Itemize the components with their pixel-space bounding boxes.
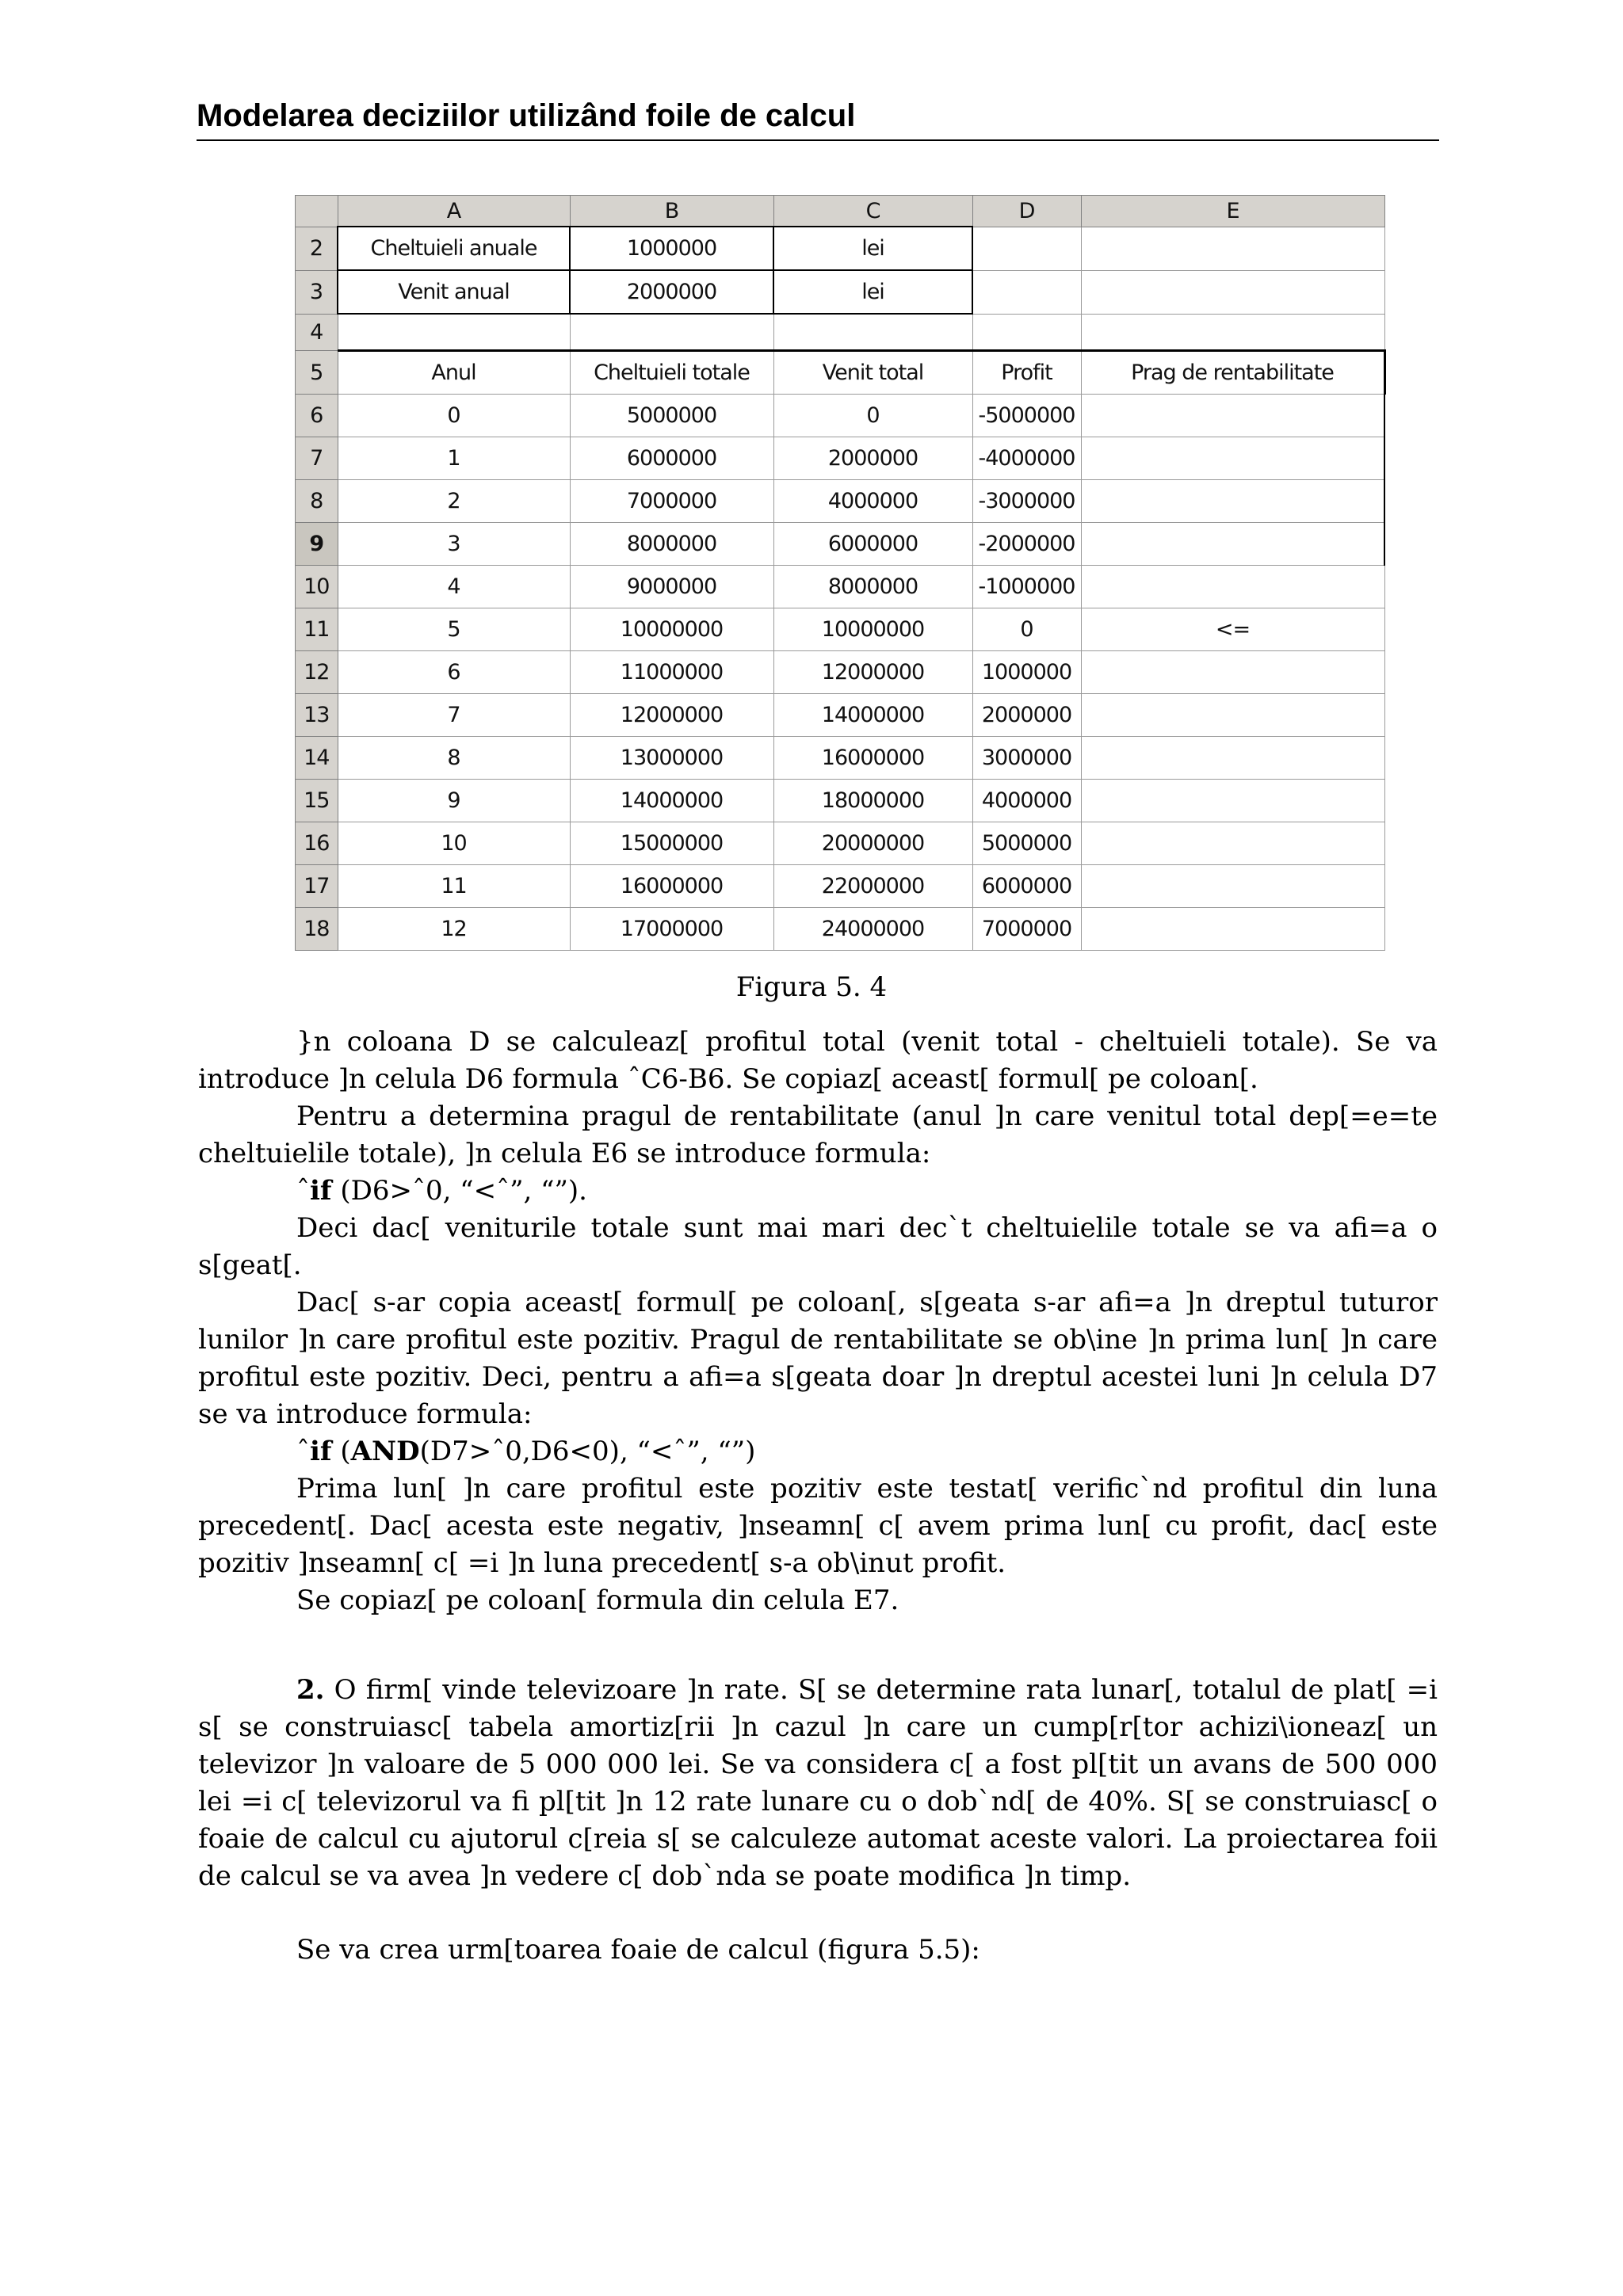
cell-venit[interactable]: 24000000	[773, 908, 972, 951]
cell-venit[interactable]: 22000000	[773, 865, 972, 908]
cell-cheltuieli[interactable]: 5000000	[570, 395, 773, 437]
cell-anul[interactable]: 0	[338, 395, 570, 437]
formula-body: (D7>ˆ0,D6<0), “<ˆ”, “”)	[419, 1436, 756, 1467]
sheet-row	[296, 270, 1385, 314]
cell-venit[interactable]: 4000000	[773, 480, 972, 523]
exercise-number: 2.	[296, 1674, 325, 1706]
sheet-row	[296, 314, 1385, 351]
cell-prag[interactable]	[1081, 523, 1384, 566]
row-header[interactable]: 5	[296, 351, 338, 395]
column-header-a[interactable]: A	[338, 196, 570, 227]
cell-e4[interactable]	[1081, 314, 1384, 351]
row-header[interactable]: 18	[296, 908, 338, 951]
cell-venit[interactable]: 18000000	[773, 780, 972, 822]
cell-venit[interactable]: 14000000	[773, 694, 972, 737]
formula-line	[198, 1433, 1438, 1470]
row-header[interactable]: 3	[296, 270, 338, 314]
column-header-row	[296, 196, 1385, 227]
header-prag-rentabilitate[interactable]: Prag de rentabilitate	[1081, 351, 1384, 395]
formula-keyword: if	[310, 1175, 332, 1207]
row-header[interactable]: 4	[296, 314, 338, 351]
cell-profit[interactable]: 5000000	[972, 822, 1081, 865]
table-row	[296, 480, 1385, 523]
cell-cheltuieli[interactable]: 7000000	[570, 480, 773, 523]
cell-profit[interactable]: 2000000	[972, 694, 1081, 737]
cell-d3[interactable]	[972, 270, 1081, 314]
row-header[interactable]: 10	[296, 566, 338, 608]
formula-prefix: ˆ	[296, 1436, 310, 1467]
cell-anul[interactable]: 9	[338, 780, 570, 822]
sheet-row	[296, 227, 1385, 270]
paragraph: Se copiaz[ pe coloan[ formula din celula E7.	[296, 1585, 899, 1616]
cell-venit[interactable]: 12000000	[773, 651, 972, 694]
cell-anul[interactable]: 8	[338, 737, 570, 780]
row-header[interactable]: 15	[296, 780, 338, 822]
cell-prag[interactable]	[1081, 395, 1384, 437]
cell-cheltuieli[interactable]: 14000000	[570, 780, 773, 822]
row-header[interactable]: 14	[296, 737, 338, 780]
cell-venit[interactable]: 6000000	[773, 523, 972, 566]
table-row	[296, 395, 1385, 437]
paragraph: Dac[ s-ar copia aceast[ formul[ pe coloan[, s[geata s-ar afi=a ]n dreptul tuturor lunilor ]n care profitul este pozitiv. Pragul de rentabilitate se ob\ine ]n prima lun[ ]n care profitul este pozitiv. Deci, pentru a afi=a s[geata doar ]n dreptul acestei luni ]n celula D7 se va introduce formula:	[198, 1287, 1438, 1430]
cell-venit[interactable]: 20000000	[773, 822, 972, 865]
cell-cheltuieli[interactable]: 8000000	[570, 523, 773, 566]
formula-mid: (	[331, 1436, 351, 1467]
explanation-text	[198, 1024, 1438, 1619]
cell-anul[interactable]: 1	[338, 437, 570, 480]
table-row	[296, 523, 1385, 566]
exercise-text	[198, 1672, 1438, 1969]
cell-profit[interactable]: -4000000	[972, 437, 1081, 480]
cell-profit[interactable]: -5000000	[972, 395, 1081, 437]
paragraph: Se va crea urm[toarea foaie de calcul (figura 5.5):	[296, 1934, 980, 1966]
cell-b3[interactable]: 2000000	[570, 270, 773, 314]
cell-profit[interactable]: 0	[972, 608, 1081, 651]
table-row	[296, 908, 1385, 951]
cell-anul[interactable]: 3	[338, 523, 570, 566]
cell-anul[interactable]: 10	[338, 822, 570, 865]
cell-anul[interactable]: 2	[338, 480, 570, 523]
cell-cheltuieli[interactable]: 9000000	[570, 566, 773, 608]
cell-c2[interactable]: lei	[773, 227, 972, 270]
cell-anul[interactable]: 11	[338, 865, 570, 908]
cell-prag[interactable]	[1081, 865, 1384, 908]
cell-profit[interactable]: -3000000	[972, 480, 1081, 523]
cell-c3[interactable]: lei	[773, 270, 972, 314]
table-row	[296, 566, 1385, 608]
table-row	[296, 608, 1385, 651]
table-row	[296, 865, 1385, 908]
cell-prag[interactable]	[1081, 651, 1384, 694]
figure-caption: Figura 5. 4	[735, 971, 888, 1003]
row-header[interactable]: 17	[296, 865, 338, 908]
formula-prefix: ˆ	[296, 1175, 310, 1207]
paragraph: Deci dac[ veniturile totale sunt mai mari dec`t cheltuielile totale se va afi=a o s[geat[.	[198, 1212, 1438, 1281]
exercise-body: O firm[ vinde televizoare ]n rate. S[ se determine rata lunar[, totalul de plat[ =i s[ se construiasc[ tabela amortiz[rii ]n cazul ]n care un cump[r[tor achizi\ioneaz[ un televizor ]n valoare de 5 000 000 lei. Se va considera c[ a fost pl[tit un avans de 500 000 lei =i c[ televizorul va fi pl[tit ]n 12 rate lunare cu o dob`nd[ de 40%. S[ se construiasc[ o foaie de calcul cu ajutorul c[reia s[ se calculeze automat aceste valori. La proiectarea foii de calcul se va avea ]n vedere c[ dob`nda se poate modifica ]n timp.	[198, 1674, 1438, 1892]
formula-body: (D6>ˆ0, “<ˆ”, “”).	[331, 1175, 587, 1207]
header-anul[interactable]: Anul	[338, 351, 570, 395]
cell-cheltuieli[interactable]: 17000000	[570, 908, 773, 951]
column-header-d[interactable]: D	[972, 196, 1081, 227]
cell-a2[interactable]: Cheltuieli anuale	[338, 227, 570, 270]
cell-e3[interactable]	[1081, 270, 1384, 314]
table-header-row	[296, 351, 1385, 395]
cell-c4[interactable]	[773, 314, 972, 351]
cell-prag[interactable]	[1081, 780, 1384, 822]
page-header: Modelarea deciziilor utilizând foile de calcul	[197, 95, 1439, 141]
cell-prag[interactable]	[1081, 694, 1384, 737]
cell-d4[interactable]	[972, 314, 1081, 351]
cell-profit[interactable]: 1000000	[972, 651, 1081, 694]
cell-b4[interactable]	[570, 314, 773, 351]
row-header[interactable]: 13	[296, 694, 338, 737]
spreadsheet	[295, 195, 1386, 951]
cell-venit[interactable]: 8000000	[773, 566, 972, 608]
table-row	[296, 737, 1385, 780]
cell-cheltuieli[interactable]: 10000000	[570, 608, 773, 651]
cell-cheltuieli[interactable]: 16000000	[570, 865, 773, 908]
paragraph: Prima lun[ ]n care profitul este pozitiv este testat[ verific`nd profitul din luna precedent[. Dac[ acesta este negativ, ]nseamn[ c[ avem prima lun[ cu profit, dac[ este pozitiv ]nseamn[ c[ =i ]n luna precedent[ s-a ob\inut profit.	[198, 1473, 1438, 1579]
paragraph	[198, 1672, 1438, 1895]
table-row	[296, 694, 1385, 737]
cell-prag[interactable]: <=	[1081, 608, 1384, 651]
cell-anul[interactable]: 5	[338, 608, 570, 651]
formula-keyword: if	[310, 1436, 332, 1467]
cell-cheltuieli[interactable]: 6000000	[570, 437, 773, 480]
cell-d2[interactable]	[972, 227, 1081, 270]
cell-anul[interactable]: 6	[338, 651, 570, 694]
row-header[interactable]: 16	[296, 822, 338, 865]
formula-line	[198, 1173, 1438, 1210]
cell-prag[interactable]	[1081, 737, 1384, 780]
cell-prag[interactable]	[1081, 437, 1384, 480]
cell-venit[interactable]: 2000000	[773, 437, 972, 480]
corner-cell[interactable]	[296, 196, 338, 227]
formula-keyword-and: AND	[350, 1436, 420, 1467]
table-row	[296, 651, 1385, 694]
cell-prag[interactable]	[1081, 566, 1384, 608]
cell-profit[interactable]: -1000000	[972, 566, 1081, 608]
table-row	[296, 822, 1385, 865]
row-header[interactable]: 6	[296, 395, 338, 437]
cell-prag[interactable]	[1081, 908, 1384, 951]
cell-a3[interactable]: Venit anual	[338, 270, 570, 314]
row-header[interactable]: 11	[296, 608, 338, 651]
cell-anul[interactable]: 4	[338, 566, 570, 608]
table-row	[296, 780, 1385, 822]
row-header[interactable]: 8	[296, 480, 338, 523]
header-venit-total[interactable]: Venit total	[773, 351, 972, 395]
row-header[interactable]: 2	[296, 227, 338, 270]
table-row	[296, 437, 1385, 480]
cell-profit[interactable]: 7000000	[972, 908, 1081, 951]
cell-a4[interactable]	[338, 314, 570, 351]
row-header[interactable]: 7	[296, 437, 338, 480]
cell-b2[interactable]: 1000000	[570, 227, 773, 270]
header-cheltuieli-totale[interactable]: Cheltuieli totale	[570, 351, 773, 395]
paragraph: Pentru a determina pragul de rentabilitate (anul ]n care venitul total dep[=e=te cheltuielile totale), ]n celula E6 se introduce formula:	[198, 1100, 1438, 1169]
cell-venit[interactable]: 0	[773, 395, 972, 437]
column-header-e[interactable]: E	[1081, 196, 1384, 227]
cell-venit[interactable]: 16000000	[773, 737, 972, 780]
row-header[interactable]: 9	[296, 523, 338, 566]
cell-prag[interactable]	[1081, 822, 1384, 865]
cell-profit[interactable]: -2000000	[972, 523, 1081, 566]
cell-cheltuieli[interactable]: 15000000	[570, 822, 773, 865]
cell-profit[interactable]: 6000000	[972, 865, 1081, 908]
cell-cheltuieli[interactable]: 13000000	[570, 737, 773, 780]
cell-cheltuieli[interactable]: 12000000	[570, 694, 773, 737]
data-rows	[296, 395, 1385, 951]
cell-anul[interactable]: 7	[338, 694, 570, 737]
cell-venit[interactable]: 10000000	[773, 608, 972, 651]
column-header-c[interactable]: C	[773, 196, 972, 227]
cell-cheltuieli[interactable]: 11000000	[570, 651, 773, 694]
row-header[interactable]: 12	[296, 651, 338, 694]
cell-profit[interactable]: 4000000	[972, 780, 1081, 822]
cell-profit[interactable]: 3000000	[972, 737, 1081, 780]
paragraph: }n coloana D se calculeaz[ profitul total (venit total - cheltuieli totale). Se va introduce ]n celula D6 formula ˆC6-B6. Se copiaz[ aceast[ formul[ pe coloan[.	[198, 1026, 1438, 1095]
header-profit[interactable]: Profit	[972, 351, 1081, 395]
cell-anul[interactable]: 12	[338, 908, 570, 951]
cell-e2[interactable]	[1081, 227, 1384, 270]
column-header-b[interactable]: B	[570, 196, 773, 227]
cell-prag[interactable]	[1081, 480, 1384, 523]
